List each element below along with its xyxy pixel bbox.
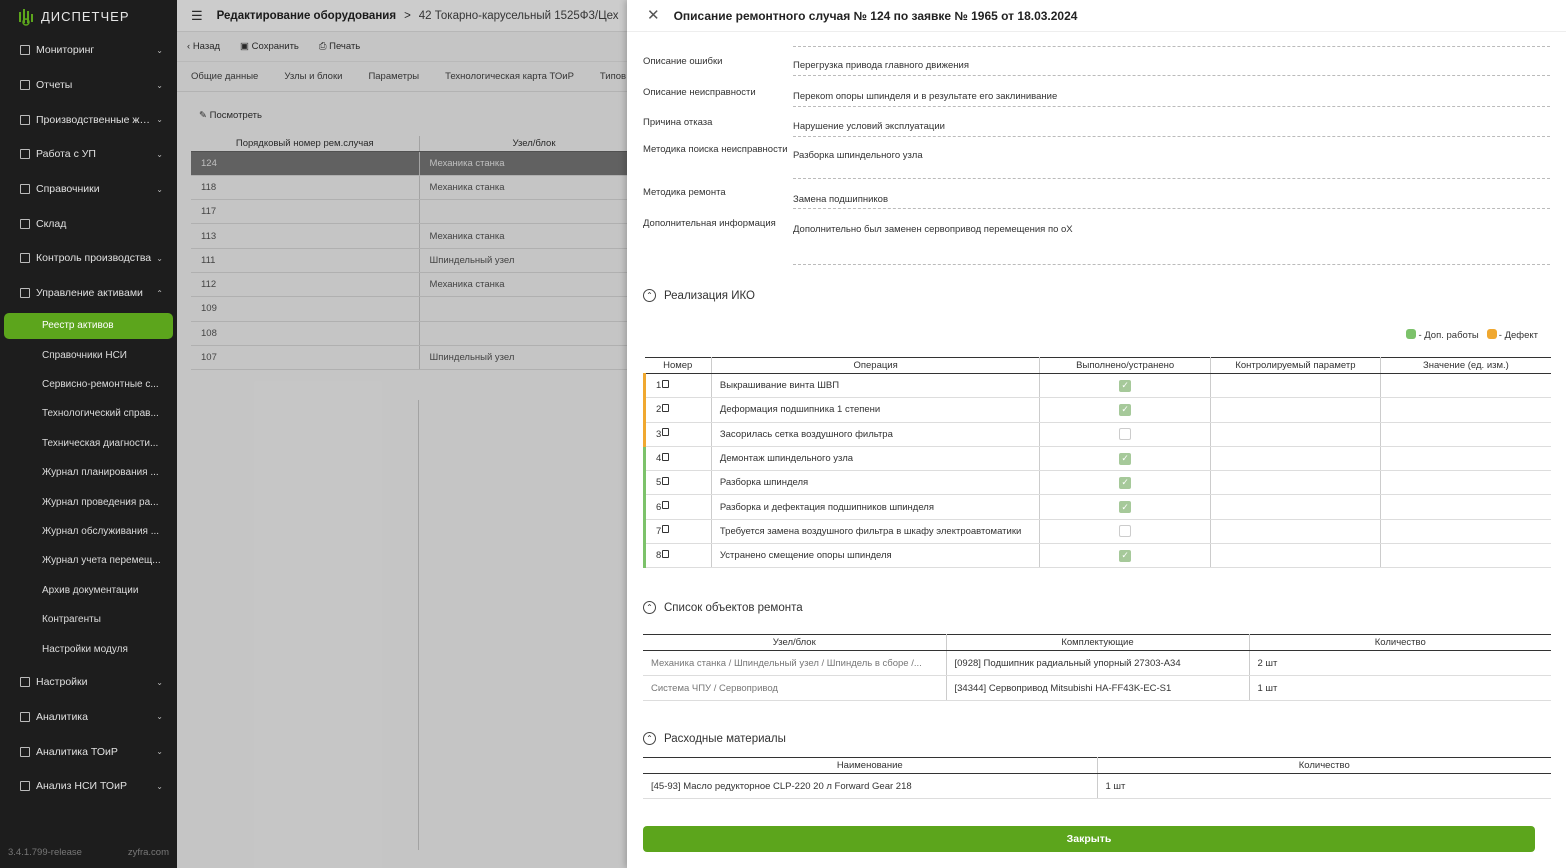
column-header[interactable]: Операция [711,358,1039,374]
field-value: Перегрузка привода главного движения [793,56,1550,76]
field-label: Описание неисправности [643,87,756,98]
param-cell[interactable] [1211,446,1381,470]
field-row [643,187,1550,209]
value-cell[interactable] [1380,446,1551,470]
submenu-item[interactable] [0,458,177,487]
submenu-item-label: Техническая диагности... [42,437,159,449]
row-number: 2 [656,404,662,416]
operation-cell: Устранено смещение опоры шпинделя [711,544,1039,568]
object-cell: [34344] Сервопривод Mitsubishi HA-FF43K-EC-S1 [946,676,1249,701]
sidebar-item[interactable] [0,33,177,68]
collapse-icon[interactable]: ⌃ [643,732,656,745]
iko-row[interactable] [645,446,1552,470]
row-number: 6 [656,501,662,513]
copy-icon[interactable] [662,501,669,509]
sidebar-item-label: Справочники [36,183,100,196]
legend-item [1406,329,1478,341]
chevron-icon: ⌄ [156,747,163,757]
table-cell: 107 [191,345,419,369]
tab[interactable]: Технологическая карта ТОиР [445,71,574,82]
iko-row[interactable] [645,519,1552,543]
column-header[interactable]: Порядковый номер рем.случая [191,136,419,151]
table-cell: Механика станка [419,224,649,248]
operation-cell: Разборка и дефектация подшипников шпинделя [711,495,1039,519]
print-label: Печать [329,41,361,52]
sidebar-item-label: Склад [36,217,67,230]
column-header[interactable]: Контролируемый параметр [1211,358,1381,374]
chevron-icon: ⌄ [156,115,163,125]
value-cell[interactable] [1380,471,1551,495]
legend [1406,329,1538,341]
param-cell[interactable] [1211,398,1381,422]
row-number: 8 [656,550,662,562]
submenu-item[interactable] [0,546,177,575]
param-cell[interactable] [1211,519,1381,543]
copy-icon[interactable] [662,380,669,388]
copy-icon[interactable] [662,453,669,461]
copy-icon[interactable] [662,404,669,412]
value-cell[interactable] [1380,544,1551,568]
done-cell [1040,495,1211,519]
back-label: Назад [192,41,221,52]
menu-item-icon [20,288,30,298]
done-checkbox[interactable]: ✓ [1119,380,1131,392]
sidebar-item[interactable] [0,769,177,804]
field-value: Нарушение условий эксплуатации [793,117,1550,137]
iko-number [646,477,711,488]
field-value: Дополнительно был заменен сервопривод перемещения по оX [793,218,1550,265]
tab[interactable]: Типов [599,71,627,82]
object-cell: 2 шт [1249,651,1551,676]
column-header[interactable]: Выполнено/устранено [1040,358,1211,374]
sidebar-item-label: Анализ НСИ ТОиР [36,780,127,793]
param-cell[interactable] [1211,422,1381,446]
sidebar-item-label: Отчеты [36,79,73,92]
collapse-icon[interactable]: ⌃ [643,289,656,302]
value-cell[interactable] [1380,398,1551,422]
iko-row[interactable] [645,374,1552,398]
column-header[interactable]: Количество [1097,758,1551,774]
menu-item-icon [20,184,30,194]
done-checkbox[interactable]: ✓ [1119,477,1131,489]
version-footer [8,847,169,858]
object-cell: [0928] Подшипник радиальный упорный 27303-А34 [946,651,1249,676]
done-cell [1040,544,1211,568]
submenu-item[interactable] [0,576,177,605]
value-cell[interactable] [1380,374,1551,398]
field-row [643,117,1550,137]
iko-row[interactable] [645,398,1552,422]
table-cell: Шпиндельный узел [419,248,649,272]
copy-icon[interactable] [662,477,669,485]
iko-number-cell [645,495,712,519]
sidebar-item[interactable] [0,699,177,734]
chevron-icon: ⌄ [156,677,163,687]
menu-item-icon [20,712,30,722]
print-button[interactable]: ⎙ Печать [318,41,361,52]
done-cell [1040,471,1211,495]
iko-number-cell [645,374,712,398]
iko-number-cell [645,422,712,446]
logo[interactable] [0,0,177,32]
legend-swatch [1406,329,1416,339]
objects-table [643,634,1551,701]
panel-title: Описание ремонтного случая № 124 по заявке № 1965 от 18.03.2024 [673,8,1078,23]
column-header[interactable]: Узел/блок [419,136,649,151]
row-number: 5 [656,477,662,489]
menu-item-icon [20,781,30,791]
table-cell: 108 [191,321,419,345]
table-cell: 118 [191,175,419,199]
submenu-item[interactable] [0,370,177,399]
sidebar-item-label: Производственные жу... [36,113,153,126]
field-label: Дополнительная информация [643,218,776,229]
operation-cell: Демонтаж шпиндельного узла [711,446,1039,470]
iko-number-cell [645,446,712,470]
done-checkbox[interactable]: ✓ [1119,404,1131,416]
sidebar-item-label: Работа с УП [36,148,96,161]
breadcrumb-path: 42 Токарно-карусельный 1525Ф3/Цех [418,9,619,22]
param-cell[interactable] [1211,495,1381,519]
field-label: Причина отказа [643,117,713,128]
copy-icon[interactable] [662,550,669,558]
submenu-item-label: Журнал учета перемещ... [42,555,161,567]
sidebar-item[interactable] [0,276,177,311]
done-checkbox[interactable]: ✓ [1119,501,1131,513]
column-header[interactable]: Наименование [643,758,1097,774]
vendor-link[interactable]: zyfra.com [127,847,169,858]
column-header[interactable]: Комплектующие [946,635,1249,651]
sidebar-item[interactable] [0,665,177,700]
iko-row[interactable] [645,471,1552,495]
iko-row[interactable] [645,422,1552,446]
menu-item-icon [20,253,30,263]
submenu-item-label: Журнал проведения ра... [42,496,159,508]
close-icon[interactable]: ✕ [647,7,660,24]
field-row [643,218,1550,265]
iko-number-cell [645,544,712,568]
field-label: Методика ремонта [643,187,726,198]
menu-toggle-icon[interactable]: ☰ [191,7,203,23]
operation-cell: Деформация подшипника 1 степени [711,398,1039,422]
section-title: Расходные материалы [664,732,786,745]
submenu-item-label: Настройки модуля [42,643,128,655]
menu-item-icon [20,149,30,159]
done-checkbox[interactable]: ✓ [1119,453,1131,465]
object-cell: Механика станка / Шпиндельный узел / Шпиндель в сборе /... [643,651,946,676]
table-cell: 117 [191,200,419,224]
submenu-item-label: Архив документации [42,584,139,596]
legend-label: - Дефект [1498,330,1538,341]
field-value: Разборка шпиндельного узла [793,144,1550,179]
iko-number [646,502,711,513]
operation-cell: Разборка шпинделя [711,471,1039,495]
table-cell: Механика станка [419,175,649,199]
menu-item-icon [20,677,30,687]
iko-number-cell [645,398,712,422]
iko-number [646,453,711,464]
chevron-icon: ⌄ [156,184,163,194]
field-label: Описание ошибки [643,56,723,67]
iko-number [646,526,711,537]
submenu-item[interactable] [0,429,177,458]
field-value: Замена подшипников [793,187,1550,209]
iko-number [646,404,711,415]
table-cell: 124 [191,151,419,175]
collapse-icon[interactable]: ⌃ [643,601,656,614]
submenu-item-label: Сервисно-ремонтные с... [42,379,159,391]
column-header[interactable]: Узел/блок [643,635,946,651]
sidebar-item[interactable] [0,206,177,241]
version-label: 3.4.1.799-release [8,847,82,858]
param-cell[interactable] [1211,374,1381,398]
submenu-item[interactable] [0,517,177,546]
row-number: 4 [656,453,662,465]
sidebar-item[interactable] [0,102,177,137]
material-row[interactable] [643,774,1551,799]
main-menu-bottom [0,665,177,804]
close-button[interactable]: Закрыть [643,826,1535,852]
submenu-item-label: Журнал планирования ... [42,467,159,479]
param-cell[interactable] [1211,544,1381,568]
page-title: Редактирование оборудования [216,9,397,22]
submenu-item[interactable] [0,605,177,634]
iko-row[interactable] [645,544,1552,568]
table-cell: 111 [191,248,419,272]
table-cell: Механика станка [419,151,649,175]
legend-item [1487,329,1538,341]
submenu-item-label: Журнал обслуживания ... [42,526,160,538]
sidebar [0,0,177,868]
table-cell: Шпиндельный узел [419,345,649,369]
done-cell [1040,422,1211,446]
value-cell[interactable] [1380,422,1551,446]
sidebar-item-label: Управление активами [36,287,143,300]
section-title: Список объектов ремонта [664,601,803,614]
object-cell: 1 шт [1249,676,1551,701]
object-row[interactable] [643,651,1551,676]
table-cell: 113 [191,224,419,248]
tab[interactable]: Параметры [368,71,420,82]
param-cell[interactable] [1211,471,1381,495]
table-cell: 112 [191,272,419,296]
field-divider [793,46,1550,47]
submenu-item[interactable] [0,487,177,516]
object-row[interactable] [643,676,1551,701]
chevron-icon: ⌄ [156,253,163,263]
iko-number [646,380,711,391]
sidebar-item[interactable] [0,241,177,276]
iko-number-cell [645,519,712,543]
save-button[interactable]: ▣ Сохранить [240,41,299,52]
sidebar-item[interactable] [0,734,177,769]
chevron-icon: ⌄ [156,781,163,791]
view-label: Посмотреть [209,110,262,121]
submenu-item[interactable] [0,399,177,428]
material-cell: [45-93] Масло редукторное CLP-220 20 л Forward Gear 218 [643,774,1097,799]
sidebar-item-label: Мониторинг [36,44,95,57]
chevron-icon: ⌄ [156,712,163,722]
done-cell [1040,519,1211,543]
sidebar-item[interactable] [0,172,177,207]
breadcrumb-separator: > [404,9,411,22]
value-cell[interactable] [1380,495,1551,519]
done-cell [1040,446,1211,470]
tab[interactable]: Общие данные [191,71,259,82]
submenu-item-label: Справочники НСИ [42,349,127,361]
submenu-assets [0,313,177,664]
copy-icon[interactable] [662,525,669,533]
back-button[interactable]: ‹ Назад [187,41,221,52]
iko-number [646,429,711,440]
section-title: Реализация ИКО [664,289,755,302]
sidebar-item-label: Контроль производства [36,252,152,265]
field-row [643,87,1550,107]
modal-backdrop[interactable] [177,0,627,868]
sidebar-item[interactable] [0,137,177,172]
done-cell [1040,374,1211,398]
section-iko-header[interactable] [643,289,755,302]
done-checkbox[interactable]: ✓ [1119,550,1131,562]
copy-icon[interactable] [662,428,669,436]
row-number: 7 [656,525,662,537]
submenu-item-label: Технологический справ... [42,408,159,420]
chevron-icon: ⌄ [156,45,163,55]
operation-cell: Выкрашивание винта ШВП [711,374,1039,398]
menu-item-icon [20,219,30,229]
field-row [643,56,1550,76]
done-checkbox[interactable] [1119,525,1131,537]
panel-header [627,0,1566,32]
row-number: 3 [656,428,662,440]
menu-item-icon [20,747,30,757]
logo-icon [16,6,36,26]
table-cell: 109 [191,297,419,321]
column-header[interactable]: Количество [1249,635,1551,651]
value-cell[interactable] [1380,519,1551,543]
repair-case-panel [627,0,1566,868]
column-header[interactable]: Значение (ед. изм.) [1380,358,1551,374]
logo-text: ДИСПЕТЧЕР [41,8,130,24]
sidebar-item-label: Настройки [36,676,88,689]
done-checkbox[interactable] [1119,428,1131,440]
main-menu [0,33,177,311]
column-header[interactable]: Номер [645,358,712,374]
iko-table [643,357,1551,568]
table-cell: Механика станка [419,272,649,296]
section-objects-header[interactable] [643,601,803,614]
sidebar-item-label: Аналитика ТОиР [36,745,118,758]
chevron-icon: ⌃ [156,288,163,298]
submenu-item[interactable] [0,634,177,663]
view-button[interactable]: ✎ Посмотреть [199,110,262,121]
legend-label: - Доп. работы [1418,330,1479,341]
legend-swatch [1487,329,1497,339]
material-cell: 1 шт [1097,774,1551,799]
save-label: Сохранить [251,41,299,52]
object-cell: Система ЧПУ / Сервопривод [643,676,946,701]
menu-item-icon [20,80,30,90]
tab[interactable]: Узлы и блоки [284,71,343,82]
submenu-item-label: Реестр активов [42,320,114,331]
iko-number-cell [645,471,712,495]
menu-item-icon [20,115,30,125]
field-label: Методика поиска неисправности [643,144,788,155]
field-row [643,144,1550,179]
field-value: Перекоm опоры шпинделя и в результате его заклинивание [793,87,1550,107]
chevron-icon: ⌄ [156,149,163,159]
submenu-item[interactable] [0,341,177,370]
iko-number [646,550,711,561]
submenu-item[interactable] [4,313,173,339]
operation-cell: Требуется замена воздушного фильтра в шкафу электроавтоматики [711,519,1039,543]
row-number: 1 [656,380,662,392]
submenu-item-label: Контрагенты [42,614,101,626]
menu-item-icon [20,45,30,55]
done-cell [1040,398,1211,422]
sidebar-item[interactable] [0,68,177,103]
section-materials-header[interactable] [643,732,786,745]
sidebar-item-label: Аналитика [36,710,88,723]
chevron-icon: ⌄ [156,80,163,90]
materials-table [643,757,1551,799]
iko-row[interactable] [645,495,1552,519]
operation-cell: Засорилась сетка воздушного фильтра [711,422,1039,446]
